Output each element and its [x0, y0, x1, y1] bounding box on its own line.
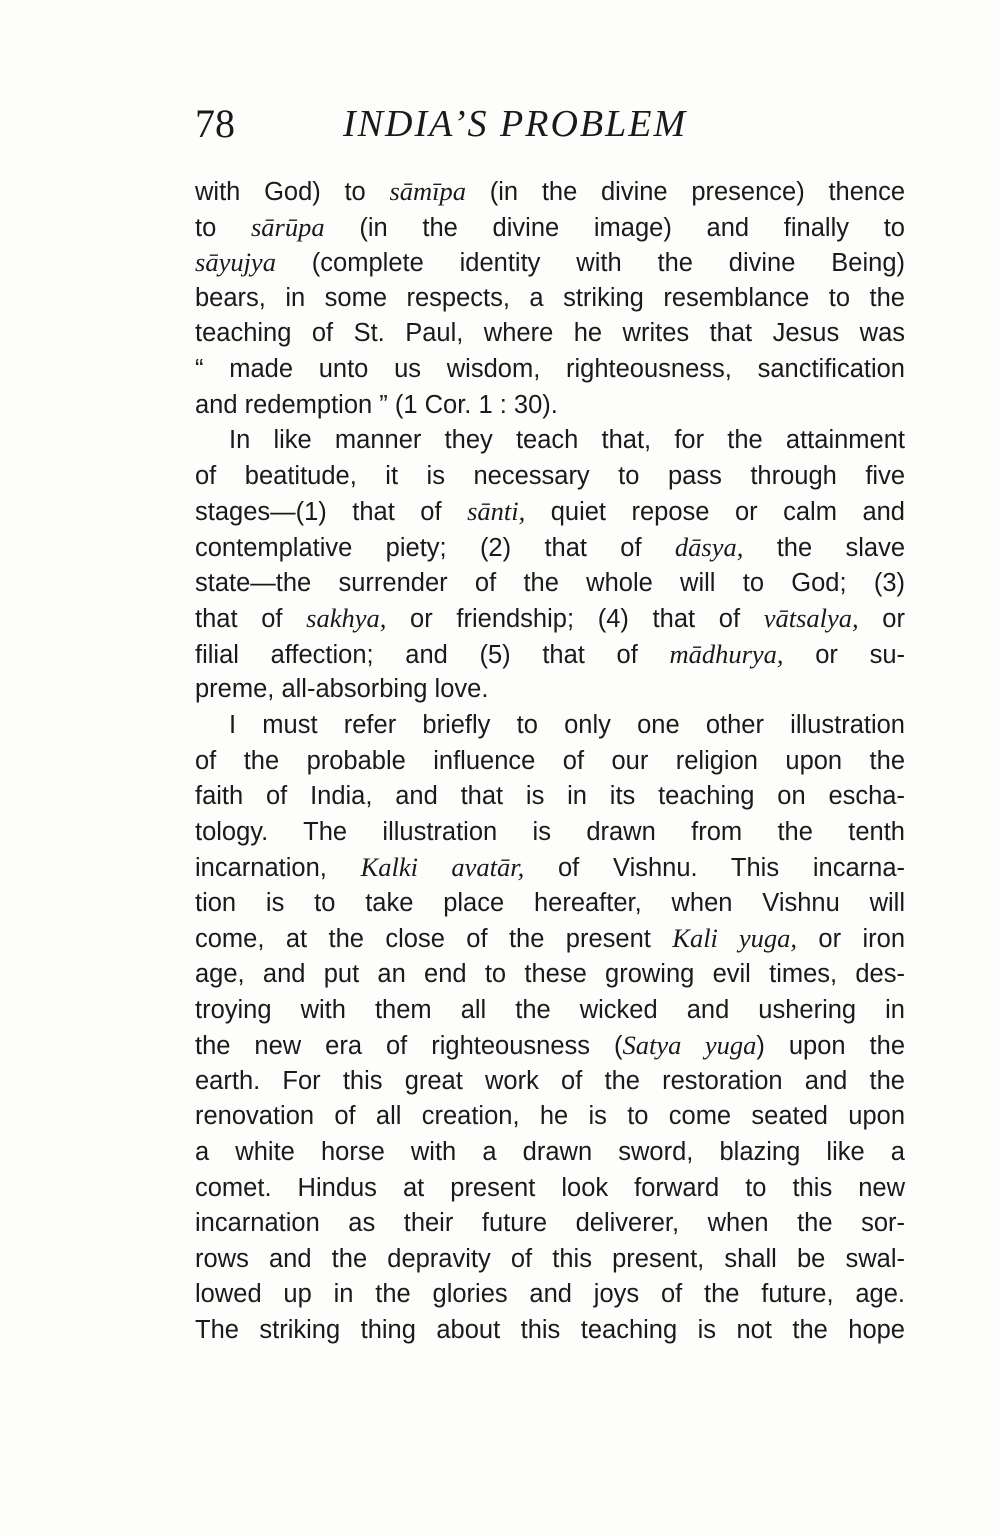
text-run: of beatitude, it is necessary to pass through five: [195, 461, 905, 490]
text-run: I must refer briefly to only one other illustration: [229, 710, 905, 739]
text-run: earth. For this great work of the restoration and the: [195, 1066, 905, 1095]
text-run: to: [195, 213, 251, 242]
text-run: rows and the depravity of this present, shall be swal-: [195, 1244, 905, 1273]
text-run: of Vishnu. This incarna-: [524, 854, 905, 883]
page-header: [195, 96, 905, 156]
text-line: [195, 352, 905, 388]
text-line: [195, 957, 905, 993]
text-line: [195, 1313, 905, 1349]
italic-term: sāyujya: [195, 247, 276, 278]
text-run: and redemption ” (1 Cor. 1 : 30).: [195, 390, 558, 419]
italic-term: sāmīpa: [389, 176, 467, 206]
body-text: [195, 174, 905, 1349]
text-line: [195, 850, 905, 886]
text-run: age, and put an end to these growing evil times, des-: [195, 960, 905, 989]
text-run: preme, all-absorbing love.: [195, 675, 489, 704]
text-run: the slave: [743, 533, 905, 562]
text-line: [195, 1028, 905, 1064]
text-run: (in the divine presence) thence: [466, 178, 906, 206]
italic-term: dāsya,: [674, 531, 744, 562]
text-run: contemplative piety; (2) that of: [195, 533, 675, 562]
text-run: incarnation as their future deliverer, when the sor-: [195, 1209, 905, 1238]
italic-term: Satya yuga: [622, 1030, 757, 1061]
text-line: [195, 174, 905, 210]
text-run: In like manner they teach that, for the attainment: [229, 426, 905, 455]
text-run: (in the divine image) and finally to: [324, 213, 905, 242]
text-line: [195, 245, 905, 281]
text-line: [195, 886, 905, 922]
text-line: [195, 530, 905, 566]
text-line: [195, 1064, 905, 1100]
text-line: [195, 423, 905, 459]
page-number: 78: [195, 101, 235, 146]
text-run: tion is to take place hereafter, when Vishnu will: [195, 888, 905, 917]
text-run: quiet repose or calm and: [525, 498, 905, 527]
text-run: comet. Hindus at present look forward to this new: [195, 1173, 905, 1202]
text-run: renovation of all creation, he is to come seated upon: [195, 1102, 905, 1131]
text-line: [195, 210, 905, 246]
text-run: or: [858, 605, 905, 634]
text-line: [195, 388, 905, 424]
text-run: tology. The illustration is drawn from the tenth: [195, 817, 905, 846]
italic-term: sārūpa: [250, 211, 325, 242]
text-line: [195, 744, 905, 780]
italic-term: sakhya,: [306, 603, 387, 634]
italic-term: Kali yuga,: [672, 923, 797, 954]
text-line: [195, 601, 905, 637]
text-line: [195, 993, 905, 1029]
text-run: The striking thing about this teaching is not the hope: [195, 1316, 905, 1344]
text-line: [195, 316, 905, 352]
text-run: with God) to: [195, 178, 390, 206]
italic-term: Kalki avatār,: [360, 852, 525, 883]
text-run: ) upon the: [756, 1032, 906, 1061]
text-line: [195, 1135, 905, 1171]
text-run: or iron: [797, 925, 905, 954]
text-run: teaching of St. Paul, where he writes that Jesus was: [195, 319, 905, 348]
text-line: [195, 1171, 905, 1207]
text-line: [195, 494, 905, 530]
text-run: a white horse with a drawn sword, blazing like a: [195, 1138, 905, 1167]
text-line: [195, 1206, 905, 1242]
italic-term: sānti,: [467, 496, 526, 527]
text-run: “ made unto us wisdom, righteousness, sanctification: [195, 354, 905, 383]
text-run: the new era of righteousness (: [195, 1032, 623, 1061]
text-line: [195, 1277, 905, 1313]
text-line: [195, 815, 905, 851]
text-run: of the probable influence of our religion upon the: [195, 746, 905, 775]
text-run: troying with them all the wicked and ushering in: [195, 995, 905, 1024]
text-run: state—the surrender of the whole will to God; (3): [195, 568, 905, 597]
text-line: [195, 672, 905, 708]
text-line: [195, 637, 905, 673]
italic-term: vātsalya,: [763, 603, 859, 634]
running-title: INDIA’S PROBLEM: [343, 103, 688, 145]
text-run: faith of India, and that is in its teaching on escha-: [195, 782, 905, 811]
text-run: incarnation,: [195, 854, 361, 883]
text-run: or su-: [783, 640, 905, 669]
text-line: [195, 708, 905, 744]
text-run: that of: [195, 605, 307, 634]
text-run: (complete identity with the divine Being): [275, 249, 905, 278]
text-line: [195, 779, 905, 815]
text-run: come, at the close of the present: [195, 925, 673, 954]
text-run: bears, in some respects, a striking resemblance to the: [195, 283, 905, 312]
text-line: [195, 1242, 905, 1278]
text-run: stages—(1) that of: [195, 498, 468, 527]
text-line: [195, 566, 905, 602]
text-run: or friendship; (4) that of: [386, 605, 764, 634]
text-run: lowed up in the glories and joys of the future, age.: [195, 1280, 905, 1309]
italic-term: mādhurya,: [669, 638, 784, 669]
text-line: [195, 281, 905, 317]
text-line: [195, 459, 905, 495]
text-line: [195, 921, 905, 957]
text-run: filial affection; and (5) that of: [195, 640, 670, 669]
text-line: [195, 1099, 905, 1135]
